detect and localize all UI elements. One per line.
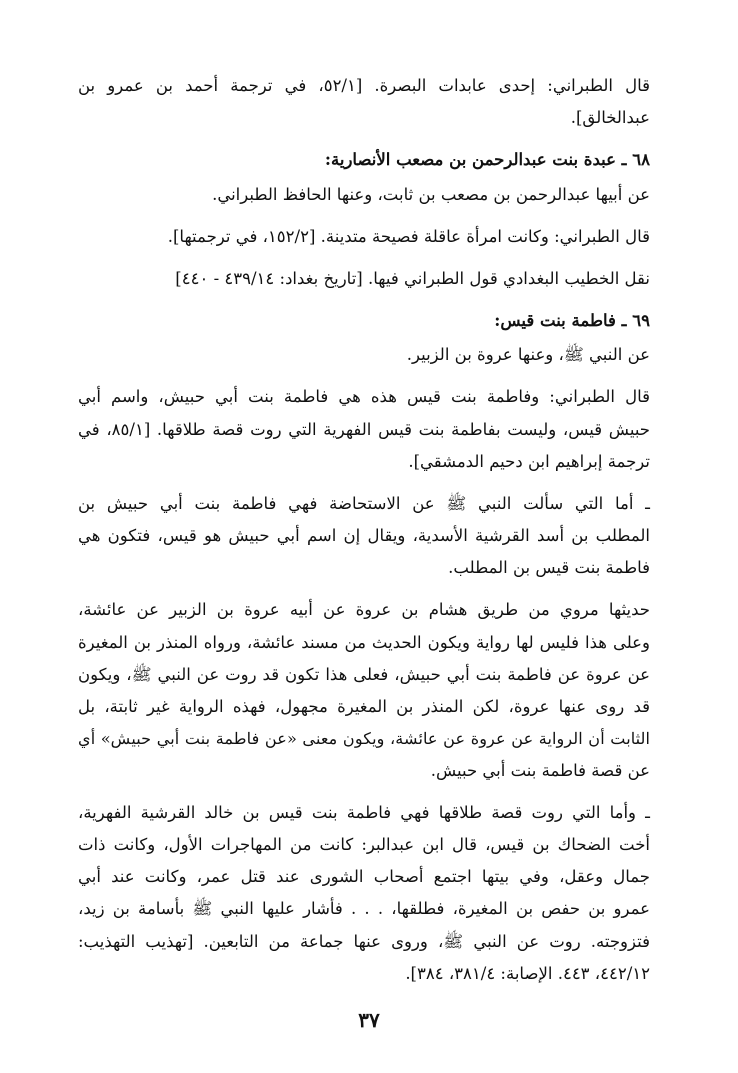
text-line: جمال وعقل، وفي بيتها اجتمع أصحاب الشورى عند قتل عمر، وكانت عند أبي (78, 867, 650, 887)
text-line: قد روى عنها عروة، لكن المنذر بن المغيرة مجهول، فهذه الرواية غير ثابتة، بل (78, 696, 650, 716)
entry-69-istihada (78, 488, 650, 585)
text-line: فتزوجته. روت عن النبي ﷺ، وروى عنها جماعة من التابعين. [تهذيب التهذيب: (78, 931, 650, 951)
entry-heading: ٦٩ ـ فاطمة بنت قيس: (494, 311, 650, 331)
text-line: ٤٤٢/١٢، ٤٤٣. الإصابة: ٣٨١/٤، ٣٨٤]. (405, 963, 650, 983)
entry-68-narration (78, 179, 650, 211)
entry-heading: ٦٨ ـ عبدة بنت عبدالرحمن بن مصعب الأنصارية: (324, 150, 650, 170)
para-tabarani-1 (78, 70, 650, 134)
page-body (78, 70, 650, 1000)
text-line: عن أبيها عبدالرحمن بن مصعب بن ثابت، وعنها الحافظ الطبراني. (212, 184, 650, 204)
text-line: نقل الخطيب البغدادي قول الطبراني فيها. [تاريخ بغداد: ٤٣٩/١٤ - ٤٤٠] (175, 268, 650, 288)
entry-69-hadith (78, 594, 650, 786)
entry-68-tabarani (78, 221, 650, 253)
text-line: حبيش قيس، وليست بفاطمة بنت قيس الفهرية التي روت قصة طلاقها. [٨٥/١، في (78, 419, 650, 439)
text-line: عمرو بن حفص بن المغيرة، فطلقها، . . . فأشار عليها النبي ﷺ بأسامة بن زيد، (78, 899, 650, 919)
text-line: فاطمة بنت قيس بن المطلب. (448, 558, 650, 578)
text-line: وعلى هذا فليس لها رواية ويكون الحديث من مسند عائشة، ورواه المنذر بن المغيرة (78, 632, 650, 652)
page-number: ٣٧ (358, 1008, 380, 1032)
entry-68-khatib (78, 263, 650, 295)
entry-68-title (78, 144, 650, 176)
text-line: عن قصة فاطمة بنت أبي حبيش. (430, 760, 650, 780)
entry-69-narration (78, 339, 650, 371)
text-line: ترجمة إبراهيم ابن دحيم الدمشقي]. (408, 451, 650, 471)
text-line: ـ أما التي سألت النبي ﷺ عن الاستحاضة فهي فاطمة بنت أبي حبيش بن (78, 493, 650, 513)
text-line: أخت الضحاك بن قيس، قال ابن عبدالبر: كانت من المهاجرات الأول، وكانت ذات (78, 835, 650, 855)
text-line: ـ وأما التي روت قصة طلاقها فهي فاطمة بنت قيس بن خالد القرشية الفهرية، (78, 802, 650, 822)
text-line: قال الطبراني: وكانت امرأة عاقلة فصيحة متدينة. [١٥٢/٢، في ترجمتها]. (167, 226, 650, 246)
entry-69-title (78, 305, 650, 337)
text-line: عن عروة عن فاطمة بنت أبي حبيش، فعلى هذا تكون قد روت عن النبي ﷺ، ويكون (78, 664, 650, 684)
text-line: قال الطبراني: وفاطمة بنت قيس هذه هي فاطمة بنت أبي حبيش، واسم أبي (78, 387, 650, 407)
entry-69-fihriya (78, 797, 650, 990)
text-line: قال الطبراني: إحدى عابدات البصرة. [٥٢/١، في ترجمة أحمد بن عمرو بن (78, 76, 650, 95)
text-line: عبدالخالق]. (570, 108, 650, 128)
text-line: المطلب بن أسد القرشية الأسدية، ويقال إن اسم أبي حبيش هو قيس، فتكون هي (78, 526, 650, 546)
text-line: حديثها مروي من طريق هشام بن عروة عن أبيه عروة بن الزبير عن عائشة، (78, 600, 650, 620)
entry-69-tabarani (78, 381, 650, 478)
text-line: الثابت أن الرواية عن عروة عن عائشة، ويكون معنى «عن فاطمة بنت أبي حبيش» أي (78, 729, 650, 749)
text-line: عن النبي ﷺ، وعنها عروة بن الزبير. (406, 345, 650, 365)
